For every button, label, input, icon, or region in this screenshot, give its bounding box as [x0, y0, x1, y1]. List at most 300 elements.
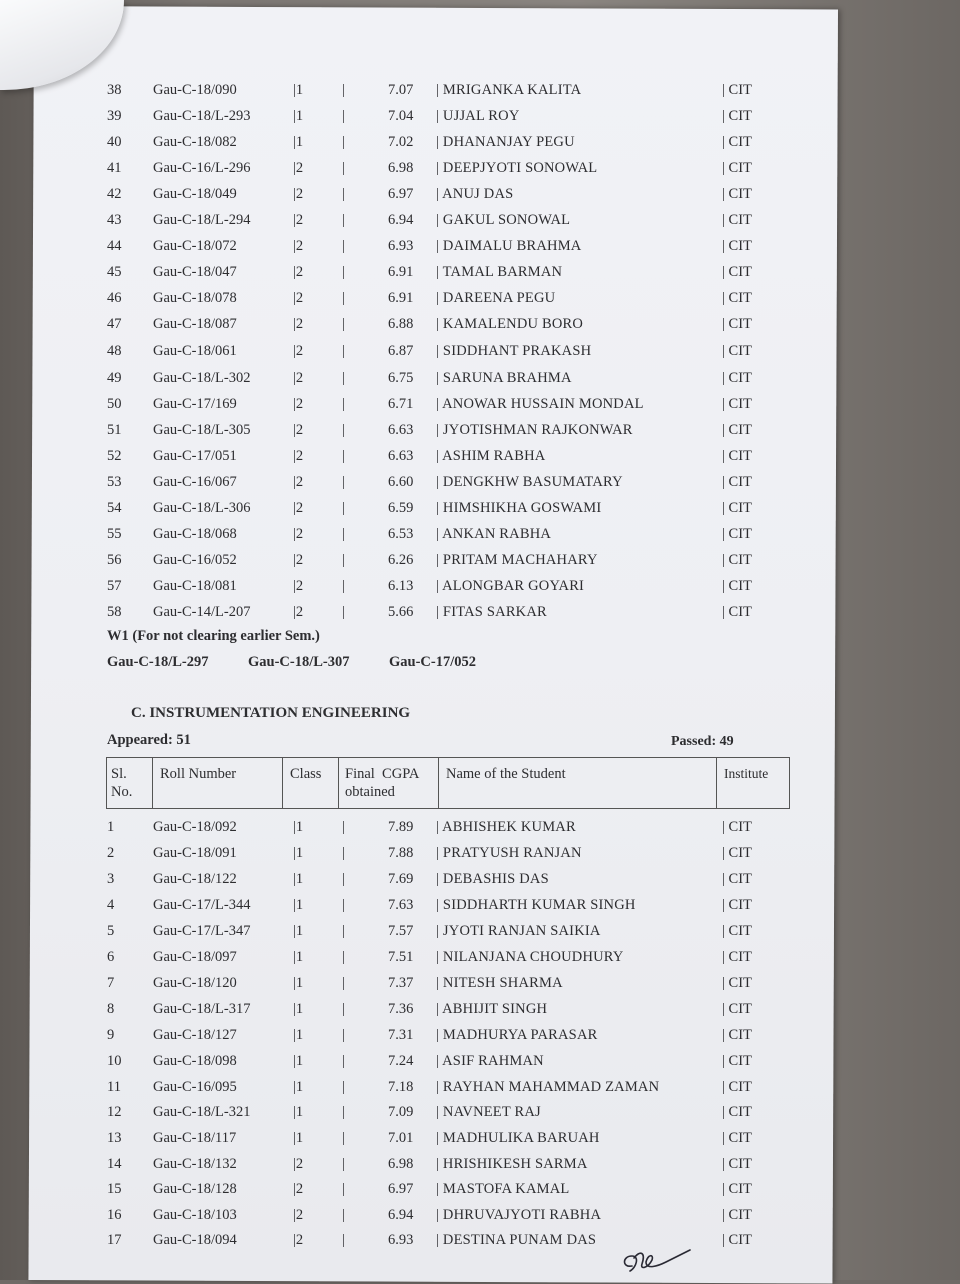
institute: | CIT	[722, 1207, 752, 1223]
table-row	[0, 1127, 960, 1149]
cgpa-value: 7.02	[388, 134, 414, 150]
class-value: |1	[293, 871, 304, 887]
sl-number: 17	[107, 1232, 122, 1248]
class-value: |2	[293, 160, 304, 176]
cgpa-value: 6.93	[388, 238, 414, 254]
cgpa-value: 6.88	[388, 316, 414, 332]
sl-number: 58	[107, 604, 122, 620]
roll-number: Gau-C-18/049	[153, 186, 237, 202]
roll-number: Gau-C-18/097	[153, 949, 237, 965]
institute: | CIT	[722, 604, 752, 620]
roll-number: Gau-C-17/L-344	[153, 897, 251, 913]
header-sl-line1: Sl.	[111, 766, 127, 782]
roll-number: Gau-C-18/L-293	[153, 108, 251, 124]
class-value: |2	[293, 186, 304, 202]
student-name: | DESTINA PUNAM DAS	[436, 1232, 597, 1248]
student-name: | JYOTI RANJAN SAIKIA	[436, 923, 601, 939]
cgpa-value: 6.97	[388, 1181, 414, 1197]
sl-number: 39	[107, 108, 122, 124]
institute: | CIT	[722, 1104, 752, 1120]
roll-number: Gau-C-18/061	[153, 343, 237, 359]
cgpa-value: 7.09	[388, 1104, 414, 1120]
sl-number: 47	[107, 316, 122, 332]
cgpa-value: 6.97	[388, 186, 414, 202]
column-divider: |	[342, 1027, 345, 1043]
header-name: Name of the Student	[439, 758, 717, 808]
class-value: |2	[293, 238, 304, 254]
institute: | CIT	[722, 1130, 752, 1146]
roll-number: Gau-C-18/L-302	[153, 370, 251, 386]
roll-number: Gau-C-18/098	[153, 1053, 237, 1069]
column-divider: |	[342, 290, 345, 306]
table-row	[0, 157, 960, 179]
class-value: |2	[293, 474, 304, 490]
sl-number: 52	[107, 448, 122, 464]
withheld-roll: Gau-C-17/052	[389, 654, 476, 670]
class-value: |1	[293, 949, 304, 965]
institute: | CIT	[722, 871, 752, 887]
cgpa-value: 6.93	[388, 1232, 414, 1248]
sl-number: 56	[107, 552, 122, 568]
sl-number: 14	[107, 1156, 122, 1172]
institute: | CIT	[722, 500, 752, 516]
class-value: |1	[293, 1130, 304, 1146]
cgpa-value: 7.36	[388, 1001, 414, 1017]
institute: | CIT	[722, 370, 752, 386]
institute: | CIT	[722, 1001, 752, 1017]
cgpa-value: 6.26	[388, 552, 414, 568]
cgpa-value: 6.98	[388, 160, 414, 176]
column-divider: |	[342, 448, 345, 464]
roll-number: Gau-C-16/067	[153, 474, 237, 490]
withheld-roll: Gau-C-18/L-297	[107, 654, 209, 670]
student-name: | KAMALENDU BORO	[436, 316, 584, 332]
roll-number: Gau-C-18/090	[153, 82, 237, 98]
table-row	[0, 393, 960, 415]
class-value: |1	[293, 975, 304, 991]
institute: | CIT	[722, 238, 752, 254]
student-name: | UJJAL ROY	[436, 108, 520, 124]
sl-number: 49	[107, 370, 122, 386]
class-value: |2	[293, 343, 304, 359]
roll-number: Gau-C-18/047	[153, 264, 237, 280]
sl-number: 13	[107, 1130, 122, 1146]
column-divider: |	[342, 370, 345, 386]
roll-number: Gau-C-18/120	[153, 975, 237, 991]
institute: | CIT	[722, 448, 752, 464]
table-row	[0, 261, 960, 283]
column-divider: |	[342, 604, 345, 620]
institute: | CIT	[722, 422, 752, 438]
table-row	[0, 601, 960, 623]
student-name: | MADHURYA PARASAR	[436, 1027, 598, 1043]
class-value: |2	[293, 396, 304, 412]
roll-number: Gau-C-18/082	[153, 134, 237, 150]
header-institute: Institute	[724, 766, 769, 781]
student-name: | DAREENA PEGU	[436, 290, 556, 306]
withheld-label: W1 (For not clearing earlier Sem.)	[107, 628, 320, 644]
roll-number: Gau-C-18/078	[153, 290, 237, 306]
table-row	[0, 183, 960, 205]
table-row	[0, 842, 960, 864]
student-name: | HRISHIKESH SARMA	[436, 1156, 588, 1172]
table-row	[0, 1076, 960, 1098]
institute: | CIT	[722, 1053, 752, 1069]
sl-number: 2	[107, 845, 115, 861]
cgpa-value: 6.13	[388, 578, 414, 594]
header-roll: Roll Number	[153, 758, 283, 808]
column-divider: |	[342, 1079, 345, 1095]
sl-number: 11	[107, 1079, 121, 1095]
header-cgpa-line1: Final CGPA	[345, 766, 420, 782]
column-divider: |	[342, 238, 345, 254]
column-divider: |	[342, 474, 345, 490]
cgpa-value: 7.57	[388, 923, 414, 939]
roll-number: Gau-C-18/087	[153, 316, 237, 332]
roll-number: Gau-C-18/L-317	[153, 1001, 251, 1017]
cgpa-value: 6.63	[388, 448, 414, 464]
column-divider: |	[342, 1181, 345, 1197]
class-value: |1	[293, 108, 304, 124]
student-name: | DENGKHW BASUMATARY	[436, 474, 623, 490]
cgpa-value: 7.24	[388, 1053, 414, 1069]
class-value: |2	[293, 578, 304, 594]
roll-number: Gau-C-18/117	[153, 1130, 237, 1146]
column-divider: |	[342, 949, 345, 965]
class-value: |1	[293, 134, 304, 150]
institute: | CIT	[722, 1156, 752, 1172]
sl-number: 45	[107, 264, 122, 280]
column-divider: |	[342, 1156, 345, 1172]
sl-number: 46	[107, 290, 122, 306]
class-value: |2	[293, 316, 304, 332]
column-divider: |	[342, 552, 345, 568]
table-row	[0, 998, 960, 1020]
institute: | CIT	[722, 552, 752, 568]
column-divider: |	[342, 578, 345, 594]
column-divider: |	[342, 819, 345, 835]
table-header	[106, 757, 790, 809]
table-row	[0, 1178, 960, 1200]
sl-number: 6	[107, 949, 115, 965]
cgpa-value: 7.31	[388, 1027, 414, 1043]
student-name: | DHRUVAJYOTI RABHA	[436, 1207, 602, 1223]
column-divider: |	[342, 1207, 345, 1223]
table-row	[0, 105, 960, 127]
roll-number: Gau-C-17/169	[153, 396, 237, 412]
roll-number: Gau-C-18/L-305	[153, 422, 251, 438]
table-row	[0, 209, 960, 231]
header-cgpa-line2: obtained	[345, 784, 395, 800]
institute: | CIT	[722, 474, 752, 490]
class-value: |1	[293, 845, 304, 861]
column-divider: |	[342, 923, 345, 939]
institute: | CIT	[722, 160, 752, 176]
class-value: |1	[293, 82, 304, 98]
sl-number: 16	[107, 1207, 122, 1223]
table-row	[0, 79, 960, 101]
sl-number: 38	[107, 82, 122, 98]
roll-number: Gau-C-18/L-294	[153, 212, 251, 228]
roll-number: Gau-C-18/068	[153, 526, 237, 542]
institute: | CIT	[722, 526, 752, 542]
cgpa-value: 6.87	[388, 343, 414, 359]
column-divider: |	[342, 500, 345, 516]
institute: | CIT	[722, 897, 752, 913]
institute: | CIT	[722, 108, 752, 124]
handwritten-signature	[618, 1238, 698, 1278]
sl-number: 42	[107, 186, 122, 202]
roll-number: Gau-C-18/127	[153, 1027, 237, 1043]
sl-number: 43	[107, 212, 122, 228]
student-name: | ANUJ DAS	[436, 186, 514, 202]
table-row	[0, 549, 960, 571]
institute: | CIT	[722, 578, 752, 594]
column-divider: |	[342, 316, 345, 332]
student-name: | RAYHAN MAHAMMAD ZAMAN	[436, 1079, 660, 1095]
student-name: | DAIMALU BRAHMA	[436, 238, 582, 254]
table-row	[0, 287, 960, 309]
sl-number: 12	[107, 1104, 122, 1120]
column-divider: |	[342, 264, 345, 280]
institute: | CIT	[722, 290, 752, 306]
institute: | CIT	[722, 975, 752, 991]
table-row	[0, 497, 960, 519]
student-name: | PRITAM MACHAHARY	[436, 552, 598, 568]
sl-number: 10	[107, 1053, 122, 1069]
sl-number: 15	[107, 1181, 122, 1197]
table-row	[0, 1229, 960, 1251]
cgpa-value: 7.51	[388, 949, 414, 965]
class-value: |2	[293, 1181, 304, 1197]
student-name: | MRIGANKA KALITA	[436, 82, 582, 98]
institute: | CIT	[722, 1079, 752, 1095]
roll-number: Gau-C-18/128	[153, 1181, 237, 1197]
student-name: | ANKAN RABHA	[436, 526, 552, 542]
cgpa-value: 6.71	[388, 396, 414, 412]
roll-number: Gau-C-18/081	[153, 578, 237, 594]
column-divider: |	[342, 1053, 345, 1069]
sl-number: 7	[107, 975, 115, 991]
column-divider: |	[342, 526, 345, 542]
table-row	[0, 894, 960, 916]
table-row	[0, 340, 960, 362]
column-divider: |	[342, 343, 345, 359]
header-sl	[107, 758, 153, 808]
sl-number: 3	[107, 871, 115, 887]
sl-number: 9	[107, 1027, 115, 1043]
roll-number: Gau-C-18/L-306	[153, 500, 251, 516]
institute: | CIT	[722, 82, 752, 98]
student-name: | PRATYUSH RANJAN	[436, 845, 582, 861]
cgpa-value: 7.69	[388, 871, 414, 887]
roll-number: Gau-C-18/L-321	[153, 1104, 251, 1120]
student-name: | MADHULIKA BARUAH	[436, 1130, 600, 1146]
student-name: | ALONGBAR GOYARI	[436, 578, 585, 594]
header-class: Class	[283, 758, 339, 808]
class-value: |2	[293, 290, 304, 306]
class-value: |2	[293, 526, 304, 542]
student-name: | ASIF RAHMAN	[436, 1053, 544, 1069]
student-name: | SIDDHARTH KUMAR SINGH	[436, 897, 636, 913]
cgpa-value: 6.63	[388, 422, 414, 438]
table-row	[0, 471, 960, 493]
cgpa-value: 7.63	[388, 897, 414, 913]
table-row	[0, 1024, 960, 1046]
sl-number: 5	[107, 923, 115, 939]
cgpa-value: 7.88	[388, 845, 414, 861]
class-value: |1	[293, 1027, 304, 1043]
roll-number: Gau-C-16/L-296	[153, 160, 251, 176]
roll-number: Gau-C-16/095	[153, 1079, 237, 1095]
table-row	[0, 445, 960, 467]
cgpa-value: 6.94	[388, 1207, 414, 1223]
column-divider: |	[342, 82, 345, 98]
institute: | CIT	[722, 1232, 752, 1248]
class-value: |2	[293, 370, 304, 386]
cgpa-value: 7.37	[388, 975, 414, 991]
student-name: | TAMAL BARMAN	[436, 264, 563, 280]
institute: | CIT	[722, 134, 752, 150]
table-row	[0, 419, 960, 441]
class-value: |1	[293, 1053, 304, 1069]
institute: | CIT	[722, 845, 752, 861]
institute: | CIT	[722, 186, 752, 202]
class-value: |2	[293, 1156, 304, 1172]
class-value: |1	[293, 1104, 304, 1120]
column-divider: |	[342, 108, 345, 124]
roll-number: Gau-C-16/052	[153, 552, 237, 568]
class-value: |1	[293, 819, 304, 835]
table-row	[0, 1101, 960, 1123]
table-row	[0, 868, 960, 890]
table-row	[0, 575, 960, 597]
table-row	[0, 1153, 960, 1175]
student-name: | JYOTISHMAN RAJKONWAR	[436, 422, 633, 438]
student-name: | DHANANJAY PEGU	[436, 134, 575, 150]
institute: | CIT	[722, 819, 752, 835]
roll-number: Gau-C-18/091	[153, 845, 237, 861]
institute: | CIT	[722, 343, 752, 359]
class-value: |1	[293, 897, 304, 913]
table-row	[0, 946, 960, 968]
sl-number: 54	[107, 500, 122, 516]
cgpa-value: 6.59	[388, 500, 414, 516]
table-row	[0, 235, 960, 257]
cgpa-value: 6.75	[388, 370, 414, 386]
student-name: | NILANJANA CHOUDHURY	[436, 949, 624, 965]
sl-number: 1	[107, 819, 115, 835]
roll-number: Gau-C-18/072	[153, 238, 237, 254]
cgpa-value: 6.60	[388, 474, 414, 490]
student-name: | GAKUL SONOWAL	[436, 212, 571, 228]
institute: | CIT	[722, 949, 752, 965]
passed-count: Passed: 49	[671, 734, 734, 749]
table-row	[0, 367, 960, 389]
column-divider: |	[342, 897, 345, 913]
sl-number: 41	[107, 160, 122, 176]
student-name: | ABHIJIT SINGH	[436, 1001, 548, 1017]
class-value: |1	[293, 923, 304, 939]
student-name: | ASHIM RABHA	[436, 448, 546, 464]
column-divider: |	[342, 871, 345, 887]
roll-number: Gau-C-18/094	[153, 1232, 237, 1248]
column-divider: |	[342, 1001, 345, 1017]
roll-number: Gau-C-17/051	[153, 448, 237, 464]
class-value: |1	[293, 1079, 304, 1095]
sl-number: 4	[107, 897, 115, 913]
sl-number: 55	[107, 526, 122, 542]
sl-number: 40	[107, 134, 122, 150]
cgpa-value: 7.04	[388, 108, 414, 124]
class-value: |2	[293, 1232, 304, 1248]
institute: | CIT	[722, 316, 752, 332]
table-row	[0, 1050, 960, 1072]
sl-number: 51	[107, 422, 122, 438]
cgpa-value: 7.89	[388, 819, 414, 835]
column-divider: |	[342, 1104, 345, 1120]
class-value: |2	[293, 264, 304, 280]
sl-number: 48	[107, 343, 122, 359]
table-row	[0, 1204, 960, 1226]
column-divider: |	[342, 186, 345, 202]
sl-number: 44	[107, 238, 122, 254]
student-name: | FITAS SARKAR	[436, 604, 547, 620]
column-divider: |	[342, 1232, 345, 1248]
header-cgpa	[339, 758, 439, 808]
column-divider: |	[342, 396, 345, 412]
student-name: | ABHISHEK KUMAR	[436, 819, 576, 835]
roll-number: Gau-C-17/L-347	[153, 923, 251, 939]
cgpa-value: 6.53	[388, 526, 414, 542]
table-row	[0, 920, 960, 942]
header-sl-line2: No.	[111, 784, 133, 800]
column-divider: |	[342, 212, 345, 228]
table-row	[0, 816, 960, 838]
cgpa-value: 6.91	[388, 264, 414, 280]
appeared-count: Appeared: 51	[107, 732, 191, 748]
class-value: |2	[293, 212, 304, 228]
column-divider: |	[342, 1130, 345, 1146]
table-row	[0, 972, 960, 994]
section-title: C. INSTRUMENTATION ENGINEERING	[131, 705, 411, 721]
class-value: |2	[293, 422, 304, 438]
class-value: |2	[293, 1207, 304, 1223]
class-value: |1	[293, 1001, 304, 1017]
table-row	[0, 523, 960, 545]
column-divider: |	[342, 160, 345, 176]
student-name: | ANOWAR HUSSAIN MONDAL	[436, 396, 644, 412]
institute: | CIT	[722, 1027, 752, 1043]
student-name: | DEBASHIS DAS	[436, 871, 549, 887]
class-value: |2	[293, 604, 304, 620]
column-divider: |	[342, 422, 345, 438]
class-value: |2	[293, 448, 304, 464]
class-value: |2	[293, 500, 304, 516]
student-name: | SIDDHANT PRAKASH	[436, 343, 592, 359]
cgpa-value: 7.18	[388, 1079, 414, 1095]
cgpa-value: 5.66	[388, 604, 414, 620]
table-row	[0, 313, 960, 335]
roll-number: Gau-C-18/103	[153, 1207, 237, 1223]
column-divider: |	[342, 134, 345, 150]
withheld-roll: Gau-C-18/L-307	[248, 654, 350, 670]
column-divider: |	[342, 975, 345, 991]
student-name: | MASTOFA KAMAL	[436, 1181, 570, 1197]
cgpa-value: 7.01	[388, 1130, 414, 1146]
institute: | CIT	[722, 1181, 752, 1197]
sl-number: 53	[107, 474, 122, 490]
